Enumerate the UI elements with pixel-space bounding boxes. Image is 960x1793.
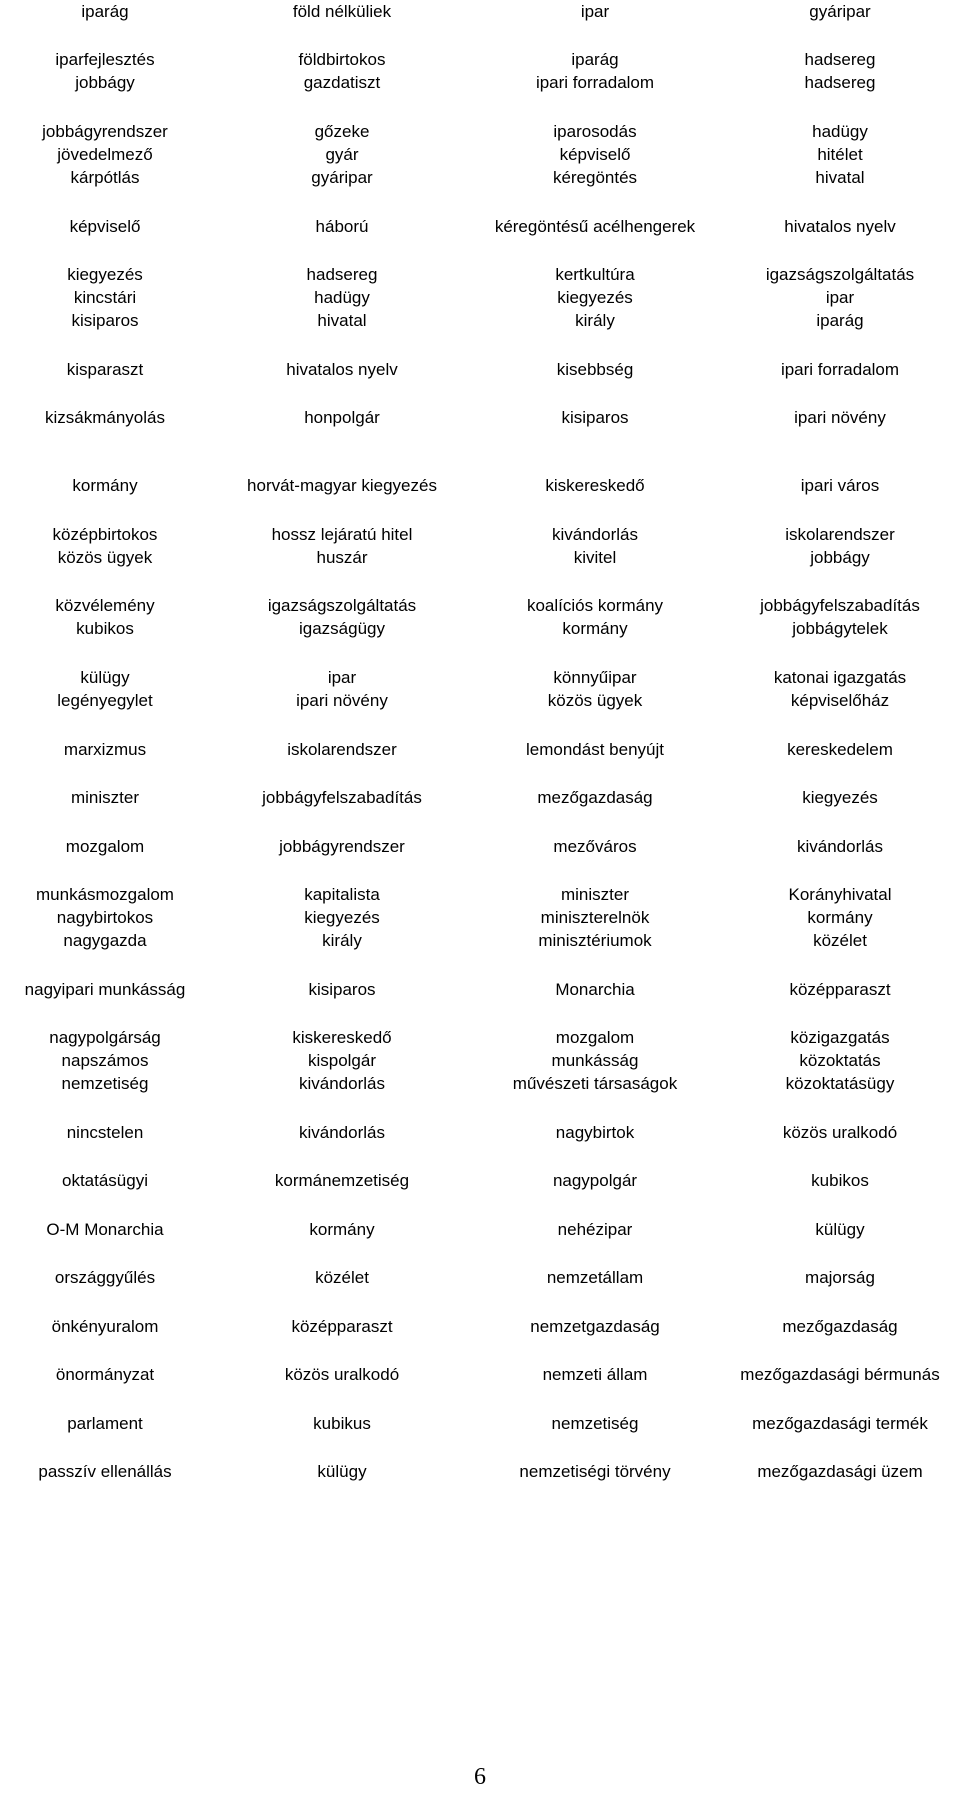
- table-cell: közoktatás: [799, 1051, 881, 1070]
- table-cell: kéregöntés: [552, 168, 638, 187]
- table-row: [0, 358, 960, 384]
- table-cell: föld nélküliek: [292, 2, 392, 21]
- table-cell: kárpótlás: [70, 168, 140, 187]
- table-cell: napszámos: [61, 1051, 149, 1070]
- table-cell: ipari forradalom: [535, 73, 655, 92]
- table-row: [0, 1315, 960, 1341]
- table-cell: hivatal: [317, 311, 367, 330]
- table-row: [0, 309, 960, 335]
- table-cell: középparaszt: [291, 1317, 393, 1336]
- table-row: [0, 786, 960, 812]
- table-cell: huszár: [316, 548, 368, 567]
- table-cell: kormány: [562, 619, 628, 638]
- table-cell: jobbágy: [810, 548, 870, 567]
- table-cell: kisparaszt: [66, 360, 144, 379]
- table-cell: hadügy: [314, 288, 370, 307]
- table-cell: közös uralkodó: [284, 1365, 400, 1384]
- table-cell: nemzetiség: [551, 1414, 639, 1433]
- table-cell: nagygazda: [63, 931, 147, 950]
- table-cell: katonai igazgatás: [773, 668, 907, 687]
- table-cell: nagybirtok: [555, 1123, 635, 1142]
- table-cell: kiegyezés: [304, 908, 380, 927]
- table-cell: hossz lejáratú hitel: [271, 525, 413, 544]
- table-cell: kisiparos: [308, 980, 376, 999]
- table-cell: kivándorlás: [299, 1123, 385, 1142]
- table-row: [0, 1363, 960, 1389]
- table-cell: ipari növény: [794, 408, 886, 427]
- table-cell: nehézipar: [557, 1220, 633, 1239]
- table-cell: közigazgatás: [790, 1028, 890, 1047]
- table-cell: mezőgazdaság: [782, 1317, 898, 1336]
- table-cell: kapitalista: [304, 885, 380, 904]
- table-cell: kiskereskedő: [292, 1028, 392, 1047]
- table-cell: gazdatiszt: [303, 73, 381, 92]
- table-row: [0, 546, 960, 572]
- table-cell: miniszterelnök: [540, 908, 650, 927]
- table-cell: kincstári: [73, 288, 137, 307]
- table-cell: háború: [315, 217, 369, 236]
- table-cell: parlament: [67, 1414, 143, 1433]
- table-cell: ipari növény: [296, 691, 388, 710]
- table-cell: jobbágyfelszabadítás: [760, 596, 920, 615]
- table-cell: hivatalos nyelv: [286, 360, 398, 379]
- table-cell: gyár: [325, 145, 359, 164]
- table-cell: közös ügyek: [57, 548, 153, 567]
- table-cell: koalíciós kormány: [526, 596, 664, 615]
- table-cell: nagybirtokos: [56, 908, 154, 927]
- table-cell: nincstelen: [66, 1123, 144, 1142]
- table-cell: nemzetgazdaság: [530, 1317, 660, 1336]
- table-cell: kivándorlás: [797, 837, 883, 856]
- table-cell: kivitel: [573, 548, 617, 567]
- table-cell: ipar: [580, 2, 610, 21]
- table-cell: ipari város: [800, 476, 880, 495]
- table-row: [0, 1460, 960, 1486]
- table-row: [0, 0, 960, 26]
- table-cell: kiegyezés: [557, 288, 633, 307]
- table-cell: nemzetiségi törvény: [519, 1462, 671, 1481]
- table-cell: hivatal: [815, 168, 865, 187]
- table-row: [0, 1121, 960, 1147]
- table-cell: képviselő: [69, 217, 141, 236]
- table-cell: gyáripar: [311, 168, 373, 187]
- table-cell: közélet: [315, 1268, 369, 1287]
- table-cell: jobbágyrendszer: [279, 837, 405, 856]
- table-cell: mozgalom: [65, 837, 145, 856]
- table-cell: mezőgazdasági üzem: [757, 1462, 923, 1481]
- table-cell: külügy: [80, 668, 130, 687]
- table-row: [0, 738, 960, 764]
- table-cell: kiegyezés: [67, 265, 143, 284]
- table-cell: kormány: [309, 1220, 375, 1239]
- table-cell: közvélemény: [55, 596, 155, 615]
- table-cell: király: [575, 311, 615, 330]
- table-cell: miniszter: [560, 885, 629, 904]
- table-cell: iparág: [81, 2, 129, 21]
- table-cell: középparaszt: [789, 980, 891, 999]
- table-cell: kispolgár: [307, 1051, 377, 1070]
- table-cell: O-M Monarchia: [46, 1220, 164, 1239]
- table-cell: iparosodás: [553, 122, 637, 141]
- table-row: [0, 474, 960, 500]
- table-row: [0, 166, 960, 192]
- table-cell: hadsereg: [306, 265, 378, 284]
- table-cell: külügy: [815, 1220, 865, 1239]
- table-row: [0, 978, 960, 1004]
- table-cell: kisiparos: [561, 408, 629, 427]
- table-row: [0, 71, 960, 97]
- table-cell: közélet: [813, 931, 867, 950]
- table-cell: külügy: [317, 1462, 367, 1481]
- table-row: [0, 1266, 960, 1292]
- table-cell: lemondást benyújt: [526, 740, 664, 759]
- table-cell: hitélet: [817, 145, 863, 164]
- table-cell: gyáripar: [809, 2, 871, 21]
- table-cell: mezőgazdasági bérmunás: [740, 1365, 940, 1384]
- table-cell: iskolarendszer: [785, 525, 895, 544]
- table-cell: munkásmozgalom: [36, 885, 174, 904]
- table-cell: jobbágy: [75, 73, 135, 92]
- table-cell: mozgalom: [555, 1028, 635, 1047]
- table-cell: ipari forradalom: [780, 360, 900, 379]
- table-cell: önkényuralom: [51, 1317, 159, 1336]
- table-cell: oktatásügyi: [62, 1171, 148, 1190]
- table-cell: közoktatásügy: [785, 1074, 895, 1093]
- table-row: [0, 689, 960, 715]
- table-cell: majorság: [805, 1268, 875, 1287]
- table-cell: király: [322, 931, 362, 950]
- table-row: [0, 929, 960, 955]
- table-row: [0, 406, 960, 432]
- table-cell: passzív ellenállás: [38, 1462, 172, 1481]
- table-cell: nagypolgár: [552, 1171, 638, 1190]
- table-cell: nagypolgárság: [49, 1028, 161, 1047]
- table-cell: képviselőház: [790, 691, 890, 710]
- table-cell: jobbágytelek: [792, 619, 888, 638]
- table-cell: minisztériumok: [538, 931, 652, 950]
- table-row: [0, 835, 960, 861]
- table-cell: Monarchia: [555, 980, 635, 999]
- table-cell: iskolarendszer: [287, 740, 397, 759]
- table-cell: mezőgazdaság: [537, 788, 653, 807]
- table-cell: iparág: [571, 50, 619, 69]
- table-cell: közös ügyek: [547, 691, 643, 710]
- table-cell: legényegylet: [57, 691, 153, 710]
- page-number: 6: [474, 1764, 486, 1790]
- table-cell: igazságszolgáltatás: [267, 596, 417, 615]
- table-cell: kormány: [72, 476, 138, 495]
- table-cell: Korányhivatal: [788, 885, 892, 904]
- table-cell: önormányzat: [55, 1365, 155, 1384]
- table-cell: hadügy: [812, 122, 868, 141]
- table-cell: ipar: [825, 288, 855, 307]
- table-cell: kubikus: [313, 1414, 371, 1433]
- table-cell: munkásság: [551, 1051, 639, 1070]
- table-row: [0, 1218, 960, 1244]
- table-row: [0, 1072, 960, 1098]
- table-cell: kubikos: [76, 619, 134, 638]
- table-row: [0, 617, 960, 643]
- table-row: [0, 215, 960, 241]
- table-cell: kiegyezés: [802, 788, 878, 807]
- table-cell: marxizmus: [63, 740, 147, 759]
- table-row: [0, 1169, 960, 1195]
- table-cell: kisebbség: [556, 360, 634, 379]
- table-row: [0, 1412, 960, 1438]
- table-cell: nemzetállam: [546, 1268, 644, 1287]
- table-cell: igazságszolgáltatás: [765, 265, 915, 284]
- table-cell: kivándorlás: [552, 525, 638, 544]
- table-cell: kereskedelem: [787, 740, 893, 759]
- table-cell: kubikos: [811, 1171, 869, 1190]
- table-cell: hivatalos nyelv: [784, 217, 896, 236]
- table-cell: jobbágyrendszer: [42, 122, 168, 141]
- table-cell: jobbágyfelszabadítás: [262, 788, 422, 807]
- table-cell: kivándorlás: [299, 1074, 385, 1093]
- table-cell: könnyűipar: [553, 668, 637, 687]
- table-cell: kiskereskedő: [545, 476, 645, 495]
- table-cell: igazságügy: [298, 619, 385, 638]
- table-cell: hadsereg: [804, 73, 876, 92]
- table-cell: középbirtokos: [52, 525, 158, 544]
- table-cell: nemzetiség: [61, 1074, 149, 1093]
- table-cell: ipar: [327, 668, 357, 687]
- table-cell: gőzeke: [314, 122, 370, 141]
- table-cell: jövedelmező: [57, 145, 153, 164]
- table-cell: kormány: [807, 908, 873, 927]
- table-cell: horvát-magyar kiegyezés: [247, 476, 437, 495]
- table-cell: nemzeti állam: [542, 1365, 648, 1384]
- table-cell: kormánemzetiség: [274, 1171, 410, 1190]
- table-cell: kizsákmányolás: [45, 408, 165, 427]
- table-cell: mezőgazdasági termék: [752, 1414, 928, 1433]
- table-cell: közös uralkodó: [782, 1123, 898, 1142]
- table-cell: művészeti társaságok: [512, 1074, 678, 1093]
- table-cell: országgyűlés: [54, 1268, 156, 1287]
- table-cell: kertkultúra: [555, 265, 635, 284]
- table-cell: földbirtokos: [298, 50, 386, 69]
- table-cell: hadsereg: [804, 50, 876, 69]
- table-cell: nagyipari munkásság: [24, 980, 186, 999]
- table-cell: miniszter: [70, 788, 139, 807]
- table-cell: honpolgár: [304, 408, 380, 427]
- table-cell: kéregöntésű acélhengerek: [494, 217, 696, 236]
- table-cell: iparfejlesztés: [55, 50, 155, 69]
- table-cell: képviselő: [559, 145, 631, 164]
- table-cell: iparág: [816, 311, 864, 330]
- table-cell: mezőváros: [553, 837, 637, 856]
- table-cell: kisiparos: [71, 311, 139, 330]
